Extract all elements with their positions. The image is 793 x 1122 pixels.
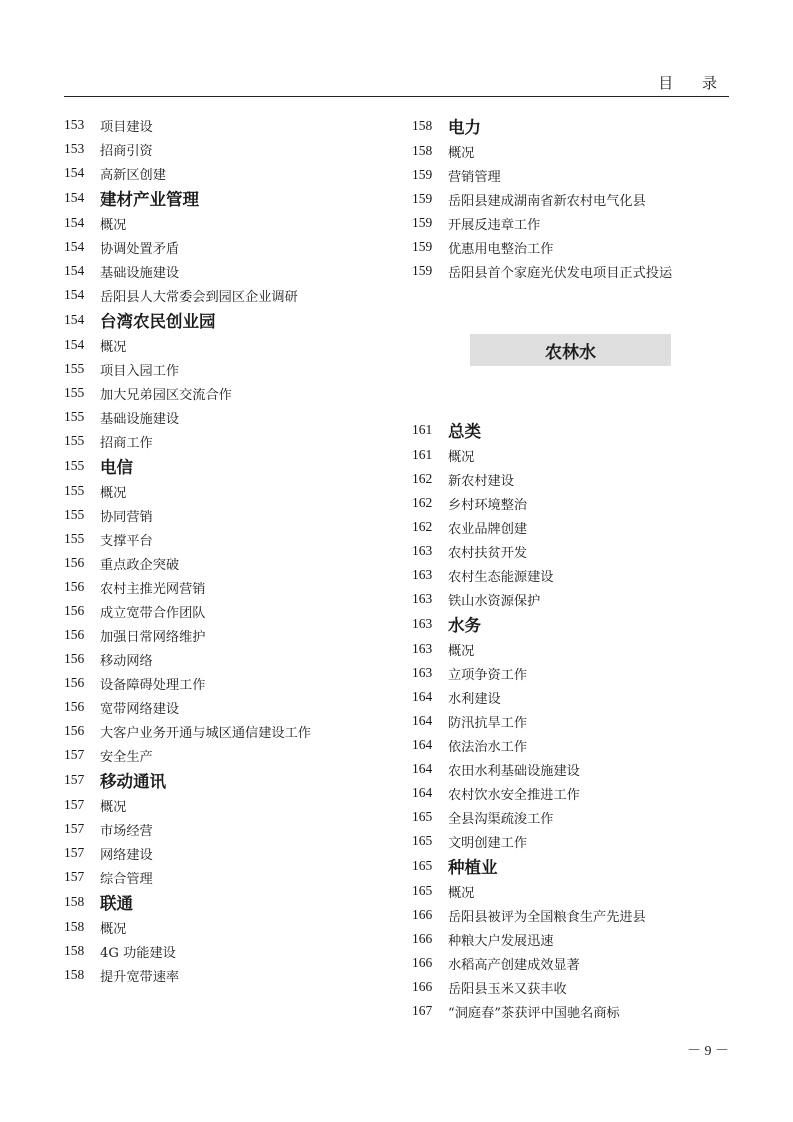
toc-page-number: 155 [64,433,85,448]
toc-page-number: 156 [64,651,85,666]
toc-page-number: 158 [412,143,433,158]
toc-page-number: 163 [412,641,433,656]
toc-page-number: 164 [412,713,433,728]
toc-entry [412,515,732,539]
toc-entry [412,539,732,563]
toc-entry [412,903,732,927]
toc-entry [64,623,404,647]
toc-page-number: 155 [64,531,85,546]
toc-entry-label: 设备障碍处理工作 [100,677,206,693]
toc-entry-label: 全县沟渠疏浚工作 [448,811,554,827]
toc-page-number: 164 [412,737,433,752]
toc-heading [412,417,732,443]
toc-entry [64,915,404,939]
toc-page-number: 165 [412,858,433,873]
toc-page-number: 154 [64,165,85,180]
toc-entry-label: 4G 功能建设 [100,945,176,961]
toc-entry-label: 水稻高产创建成效显著 [448,957,580,973]
toc-entry [64,333,404,357]
toc-entry [64,599,404,623]
toc-entry [64,259,404,283]
toc-entry [412,781,732,805]
toc-entry [412,187,732,211]
toc-entry-label: 大客户业务开通与城区通信建设工作 [100,725,311,741]
toc-entry-label: 农村生态能源建设 [448,569,554,585]
toc-page-number: 164 [412,761,433,776]
toc-page-number: 162 [412,519,433,534]
toc-page-number: 166 [412,931,433,946]
toc-heading [64,185,404,211]
toc-page-number: 157 [64,821,85,836]
toc-page-number: 159 [412,239,433,254]
toc-entry [412,733,732,757]
toc-entry [412,951,732,975]
toc-entry-label: 新农村建设 [448,473,514,489]
toc-heading-label: 种植业 [448,858,498,877]
toc-entry-label: 网络建设 [100,847,153,863]
toc-right-column-top [412,113,732,283]
toc-page-number: 154 [64,312,85,327]
toc-heading-label: 移动通讯 [100,772,166,791]
toc-page-number: 156 [64,723,85,738]
toc-entry [64,793,404,817]
toc-page-number: 167 [412,1003,433,1018]
toc-page-number: 156 [64,579,85,594]
toc-entry [64,283,404,307]
toc-page-number: 157 [64,772,85,787]
toc-entry [412,709,732,733]
toc-entry-label: 加大兄弟园区交流合作 [100,387,232,403]
toc-entry [412,637,732,661]
toc-entry-label: 防汛抗旱工作 [448,715,528,731]
toc-entry-label: 高新区创建 [100,167,166,183]
toc-heading-label: 水务 [448,616,481,635]
toc-page-number: 156 [64,675,85,690]
toc-page-number: 153 [64,141,85,156]
toc-heading [412,853,732,879]
toc-heading-label: 台湾农民创业园 [100,312,216,331]
toc-entry [64,357,404,381]
toc-entry [412,927,732,951]
toc-entry [412,757,732,781]
toc-entry [64,817,404,841]
toc-entry-label: 营销管理 [448,169,501,185]
toc-entry [412,975,732,999]
toc-page-number: 156 [64,699,85,714]
toc-page-number: 164 [412,785,433,800]
toc-entry [64,647,404,671]
toc-entry-label: 农业品牌创建 [448,521,528,537]
toc-page-number: 155 [64,361,85,376]
toc-page-number: 166 [412,907,433,922]
header-rule [64,96,729,97]
toc-page-number: 157 [64,845,85,860]
toc-page-number: 166 [412,955,433,970]
toc-page-number: 159 [412,191,433,206]
toc-entry [64,671,404,695]
toc-entry-label: 优惠用电整治工作 [448,241,554,257]
toc-page-number: 155 [64,409,85,424]
toc-page-number: 165 [412,883,433,898]
toc-entry [412,163,732,187]
toc-entry [64,405,404,429]
toc-page-number: 158 [64,919,85,934]
toc-entry-label: 安全生产 [100,749,153,765]
toc-entry-label: 市场经营 [100,823,153,839]
toc-entry [412,211,732,235]
toc-page-number: 163 [412,616,433,631]
toc-heading [64,767,404,793]
toc-page-number: 156 [64,627,85,642]
toc-entry-label: 项目入园工作 [100,363,180,379]
toc-entry [412,563,732,587]
toc-entry-label: 概况 [100,217,127,233]
toc-page-number: 157 [64,747,85,762]
toc-page-number: 153 [64,117,85,132]
toc-entry-label: 农村饮水安全推进工作 [448,787,580,803]
toc-entry-label: 概况 [100,799,127,815]
toc-page-number: 154 [64,287,85,302]
page-header-title: 目 录 [658,74,729,92]
toc-entry-label: “洞庭春”茶获评中国驰名商标 [448,1005,620,1021]
toc-entry [64,429,404,453]
toc-entry [412,491,732,515]
toc-entry-label: 种粮大户发展迅速 [448,933,554,949]
toc-entry [412,467,732,491]
toc-entry [412,259,732,283]
toc-entry-label: 概况 [448,449,475,465]
toc-page-number: 155 [64,483,85,498]
toc-page-number: 166 [412,979,433,994]
toc-entry-label: 宽带网络建设 [100,701,180,717]
toc-page-number: 163 [412,543,433,558]
section-title-box [470,334,671,366]
toc-page-number: 163 [412,591,433,606]
toc-page-number: 154 [64,337,85,352]
toc-page-number: 161 [412,447,433,462]
toc-page-number: 158 [412,118,433,133]
toc-entry [64,743,404,767]
toc-entry-label: 基础设施建设 [100,265,180,281]
toc-entry-label: 概况 [448,145,475,161]
toc-entry [412,829,732,853]
toc-entry-label: 概况 [100,485,127,501]
toc-entry-label: 加强日常网络维护 [100,629,206,645]
toc-entry-label: 岳阳县被评为全国粮食生产先进县 [448,909,646,925]
toc-entry-label: 概况 [448,885,475,901]
toc-entry-label: 农村扶贫开发 [448,545,528,561]
toc-heading [64,307,404,333]
toc-heading-label: 建材产业管理 [100,190,199,209]
toc-entry-label: 成立宽带合作团队 [100,605,206,621]
toc-entry-label: 岳阳县玉米又获丰收 [448,981,567,997]
toc-page-number: 154 [64,263,85,278]
toc-entry-label: 移动网络 [100,653,153,669]
toc-entry [64,939,404,963]
toc-heading [412,113,732,139]
toc-page-number: 163 [412,665,433,680]
toc-entry-label: 农村主推光网营销 [100,581,206,597]
toc-entry [64,575,404,599]
toc-entry [64,235,404,259]
toc-entry [64,841,404,865]
toc-page-number: 164 [412,689,433,704]
toc-page-number: 159 [412,215,433,230]
toc-entry [412,661,732,685]
toc-page-number: 162 [412,471,433,486]
toc-heading-label: 电信 [100,458,133,477]
toc-heading-label: 电力 [448,118,481,137]
toc-entry [64,503,404,527]
toc-entry [64,963,404,987]
toc-page-number: 155 [64,385,85,400]
toc-heading [64,889,404,915]
toc-page-number: 158 [64,967,85,982]
toc-page-number: 159 [412,263,433,278]
toc-entry-label: 水利建设 [448,691,501,707]
toc-heading-label: 联通 [100,894,133,913]
toc-entry [64,137,404,161]
toc-entry [412,443,732,467]
toc-entry [412,999,732,1023]
toc-entry-label: 协同营销 [100,509,153,525]
toc-page-number: 157 [64,869,85,884]
toc-entry-label: 提升宽带速率 [100,969,180,985]
toc-entry [412,805,732,829]
toc-entry-label: 立项争资工作 [448,667,528,683]
toc-entry-label: 基础设施建设 [100,411,180,427]
toc-page-number: 155 [64,458,85,473]
toc-page-number: 165 [412,833,433,848]
toc-entry [64,527,404,551]
toc-heading-label: 总类 [448,422,481,441]
toc-page-number: 163 [412,567,433,582]
toc-page-number: 157 [64,797,85,812]
toc-entry-label: 招商工作 [100,435,153,451]
toc-heading [64,453,404,479]
toc-entry [64,381,404,405]
toc-entry [64,113,404,137]
toc-entry [412,587,732,611]
toc-page-number: 159 [412,167,433,182]
toc-entry-label: 综合管理 [100,871,153,887]
toc-page-number: 154 [64,215,85,230]
toc-left-column [64,113,404,987]
toc-page-number: 158 [64,943,85,958]
section-title: 农林水 [545,342,596,363]
toc-entry [64,161,404,185]
toc-entry-label: 支撑平台 [100,533,153,549]
toc-entry-label: 概况 [100,339,127,355]
toc-entry-label: 重点政企突破 [100,557,180,573]
toc-entry-label: 岳阳县人大常委会到园区企业调研 [100,289,298,305]
toc-entry [412,879,732,903]
toc-entry-label: 开展反违章工作 [448,217,541,233]
toc-entry-label: 招商引资 [100,143,153,159]
toc-entry-label: 农田水利基础设施建设 [448,763,580,779]
toc-page-number: 156 [64,603,85,618]
toc-entry [64,479,404,503]
toc-page-number: 154 [64,239,85,254]
toc-entry-label: 概况 [448,643,475,659]
toc-page-number: 154 [64,190,85,205]
toc-entry-label: 岳阳县首个家庭光伏发电项目正式投运 [448,265,673,281]
toc-entry [64,551,404,575]
toc-entry [412,139,732,163]
toc-entry [64,211,404,235]
page-number: － 9 － [687,1044,729,1059]
toc-heading [412,611,732,637]
toc-page-number: 158 [64,894,85,909]
toc-page-number: 155 [64,507,85,522]
toc-entry [412,685,732,709]
toc-page-number: 156 [64,555,85,570]
toc-entry [412,235,732,259]
toc-page-number: 162 [412,495,433,510]
toc-entry-label: 乡村环境整治 [448,497,528,513]
toc-entry-label: 铁山水资源保护 [448,593,541,609]
toc-right-column-bottom [412,417,732,1023]
toc-entry [64,865,404,889]
toc-entry-label: 文明创建工作 [448,835,528,851]
toc-entry-label: 协调处置矛盾 [100,241,180,257]
toc-entry-label: 依法治水工作 [448,739,528,755]
toc-entry [64,695,404,719]
toc-entry-label: 项目建设 [100,119,153,135]
toc-entry [64,719,404,743]
toc-page-number: 161 [412,422,433,437]
toc-entry-label: 概况 [100,921,127,937]
toc-entry-label: 岳阳县建成湖南省新农村电气化县 [448,193,646,209]
toc-page-number: 165 [412,809,433,824]
